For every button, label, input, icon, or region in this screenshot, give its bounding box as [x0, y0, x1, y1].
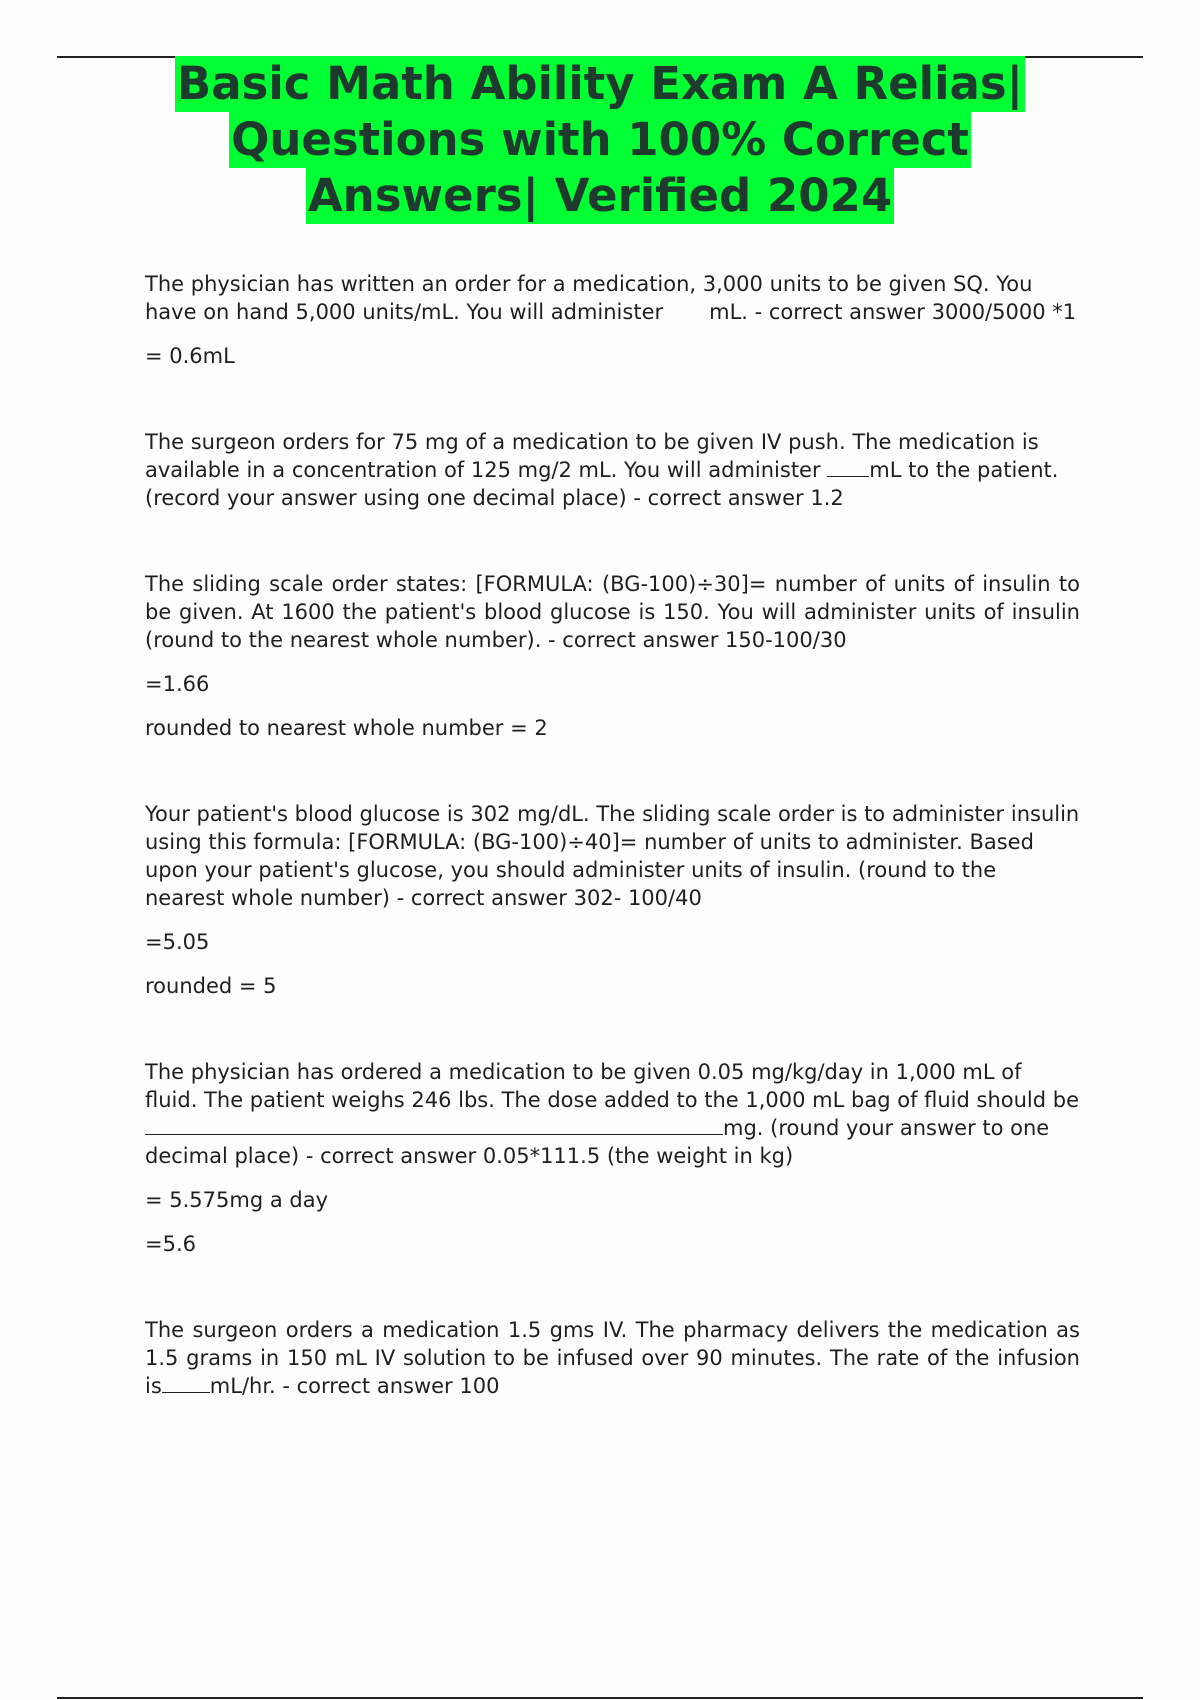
answer-work-line: =5.6 [145, 1232, 196, 1256]
question-item [145, 1316, 1080, 1400]
answer-work-line: rounded to nearest whole number = 2 [145, 716, 548, 740]
spacer [145, 370, 1080, 428]
answer-work-line: rounded = 5 [145, 974, 277, 998]
question-item [145, 1058, 1080, 1258]
spacer [145, 1258, 1080, 1316]
question-item [145, 270, 1080, 370]
question-text: The surgeon orders a medication 1.5 gms IV. The pharmacy delivers the medication as 1.5 grams in 150 mL IV solution to be infused over 90 minutes. The rate of the infusion is mL/hr. - correct answer 100 [145, 1318, 1080, 1398]
document-title [100, 56, 1100, 224]
answer-work-line: = 0.6mL [145, 344, 235, 368]
question-text: The physician has ordered a medication to be given 0.05 mg/kg/day in 1,000 mL of fluid. The patient weighs 246 lbs. The dose added to the 1,000 mL bag of fluid should be mg. (round your answer to one decimal place) - correct answer 0.05*111.5 (the weight in kg) [145, 1060, 1080, 1168]
question-text: The physician has written an order for a medication, 3,000 units to be given SQ. You have on hand 5,000 units/mL. You will administer mL. - correct answer 3000/5000 *1 [145, 272, 1077, 324]
answer-blank [162, 1372, 210, 1393]
title-line-3: Answers| Verified 2024 [307, 169, 893, 222]
question-item [145, 570, 1080, 742]
question-list [145, 270, 1080, 1400]
spacer [145, 512, 1080, 570]
question-text: The sliding scale order states: [FORMULA: (BG-100)÷30]= number of units of insulin to be given. At 1600 the patient's blood glucose is 150. You will administer units of insulin (round to the nearest whole number). - correct answer 150-100/30 [145, 572, 1080, 652]
answer-blank [827, 456, 869, 477]
bottom-rule [57, 1697, 1143, 1699]
title-line-2: Questions with 100% Correct [231, 113, 969, 166]
spacer [145, 742, 1080, 800]
spacer [145, 1000, 1080, 1058]
question-text: The surgeon orders for 75 mg of a medication to be given IV push. The medication is available in a concentration of 125 mg/2 mL. You will administer mL to the patient. (record your answer using one decimal place) - correct answer 1.2 [145, 430, 1059, 510]
answer-work-line: =1.66 [145, 672, 210, 696]
answer-work-line: =5.05 [145, 930, 210, 954]
question-text: Your patient's blood glucose is 302 mg/dL. The sliding scale order is to administer insulin using this formula: [FORMULA: (BG-100)÷40]= number of units to administer. Based upon your patient's glucose, you should administer units of insulin. (round to the nearest whole number) - correct answer 302- 100/40 [145, 802, 1080, 910]
question-item [145, 800, 1080, 1000]
question-item [145, 428, 1080, 512]
answer-blank [145, 1114, 723, 1135]
answer-work-line: = 5.575mg a day [145, 1188, 329, 1212]
title-line-1: Basic Math Ability Exam A Relias| [176, 57, 1024, 110]
